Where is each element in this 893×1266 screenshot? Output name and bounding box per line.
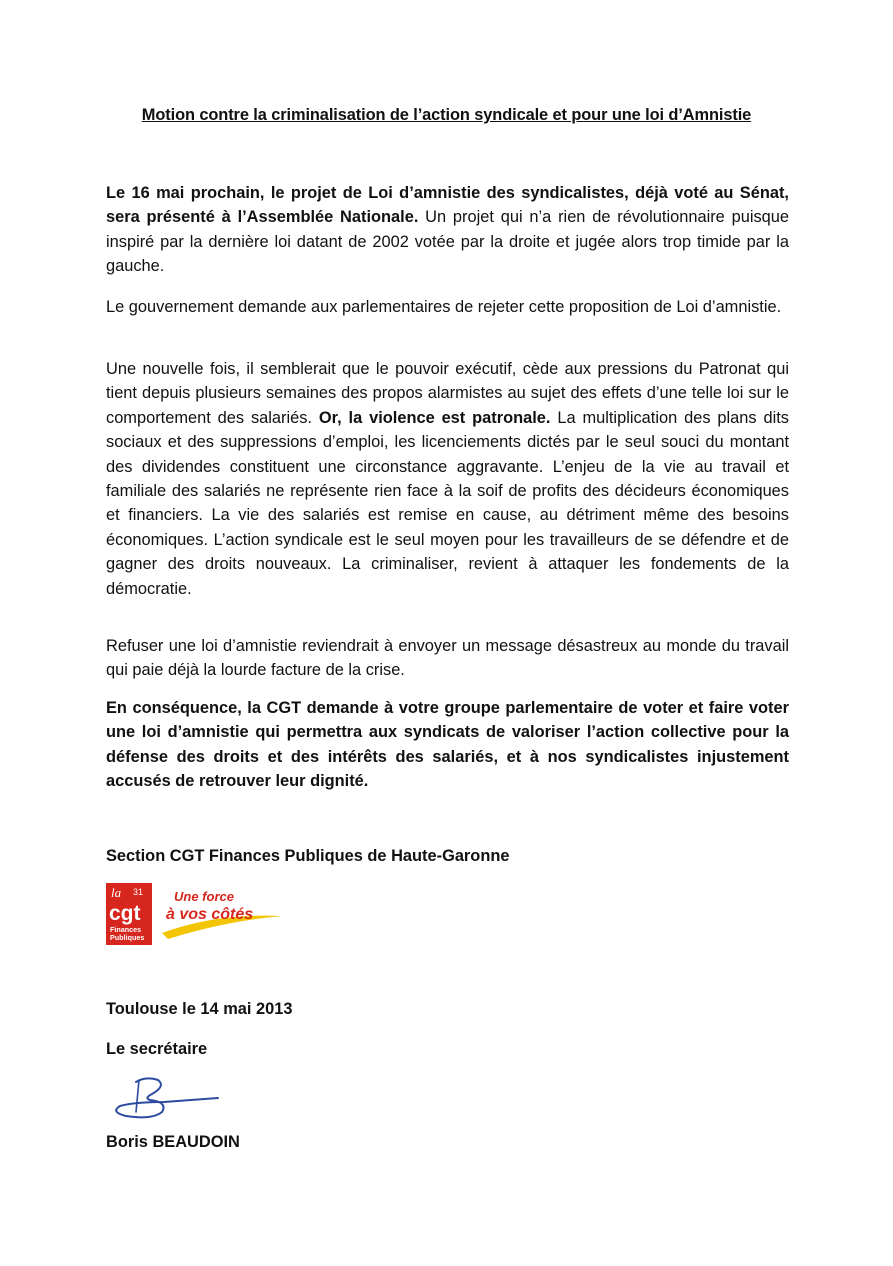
logo-sub-1: Finances (110, 925, 142, 934)
section-name: Section CGT Finances Publiques de Haute-Garonne (106, 847, 510, 865)
paragraph-3-bold: Or, la violence est patronale. (318, 408, 551, 427)
logo-sub-2: Publiques (110, 933, 145, 942)
logo-number: 31 (133, 887, 144, 897)
paragraph-4 (106, 634, 789, 683)
signatory-name: Boris BEAUDOIN (106, 1133, 240, 1151)
logo-script-text: la (111, 885, 122, 900)
paragraph-3 (106, 357, 789, 601)
document-title: Motion contre la criminalisation de l’action syndicale et pour une loi d’Amnistie (141, 106, 752, 124)
cgt-logo (106, 883, 296, 945)
handwritten-signature (106, 1072, 221, 1122)
paragraph-5 (106, 696, 789, 794)
paragraph-2-text: Le gouvernement demande aux parlementaires de rejeter cette proposition de Loi d’amnistie. (106, 298, 782, 316)
place-date: Toulouse le 14 mai 2013 (106, 1000, 293, 1018)
paragraph-3-text-2: La multiplication des plans dits sociaux et des suppressions d’emploi, les licenciements dictés par le seul souci du montant des dividendes constituent une circonstance aggravante. L’enjeu de la vie au travail et familiale des salariés ne représente rien face à la soif de profits des décideurs économiques et financiers. La vie des salariés est remise en cause, au détriment même des besoins économiques. L’action syndicale est le seul moyen pour les travailleurs de se défendre et de gagner des droits nouveaux. La criminaliser, revient à attaquer les fondements de la démocratie. (106, 408, 789, 598)
paragraph-1-bold: Le 16 mai prochain, le projet de Loi d’amnistie des syndicalistes, déjà voté au Sénat, sera présenté à l’Assemblée Nationale. (106, 184, 789, 227)
paragraph-3-text-1: Une nouvelle fois, il semblerait que le pouvoir exécutif, cède aux pressions du Patronat qui tient depuis plusieurs semaines des propos alarmistes au sujet des effets d’une telle loi sur le comportement des salariés. (106, 360, 789, 427)
paragraph-1-text: Un projet qui n’a rien de révolutionnaire puisque inspiré par la dernière loi datant de 2002 votée par la droite et jugée alors trop timide par la gauche. (106, 208, 789, 276)
paragraph-5-text: En conséquence, la CGT demande à votre groupe parlementaire de voter et faire voter une loi d’amnistie qui permettra aux syndicats de valoriser l’action collective pour la défense des droits et des intérêts des salariés, et à nos syndicalistes injustement accusés de retrouver leur dignité. (106, 699, 789, 791)
paragraph-2 (106, 295, 789, 319)
logo-slogan-1: Une force (174, 889, 234, 904)
paragraph-1 (106, 181, 789, 279)
signatory-role: Le secrétaire (106, 1040, 208, 1058)
logo-slogan-2: à vos côtés (166, 906, 254, 923)
paragraph-4-text: Refuser une loi d’amnistie reviendrait à envoyer un message désastreux au monde du travail qui paie déjà la lourde facture de la crise. (106, 637, 789, 680)
logo-brand: cgt (109, 902, 141, 925)
